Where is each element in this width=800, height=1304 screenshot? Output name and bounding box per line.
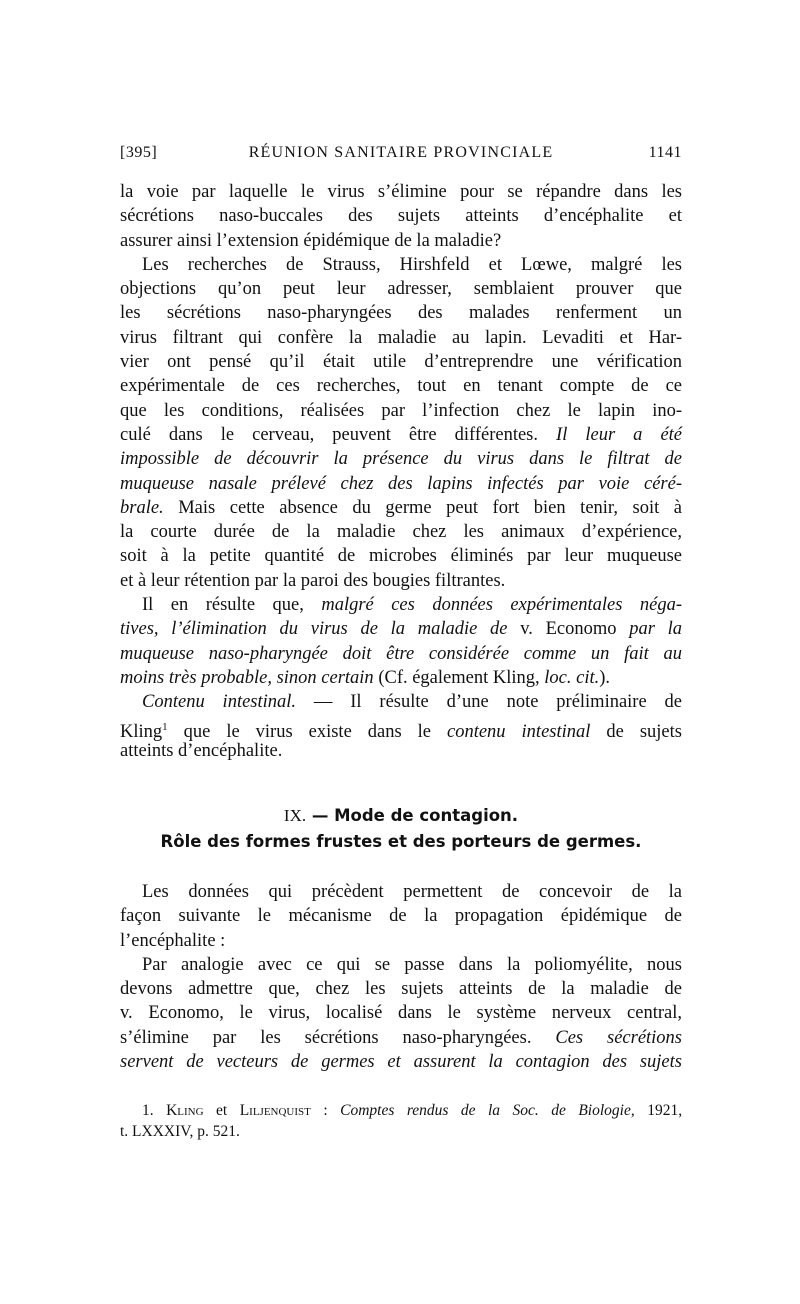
footnote-number: 1. [142,1102,154,1119]
text-line: Les recherches de Strauss, Hirshfeld et Lœwe, malgré les [142,254,682,275]
page-reference: [395] [120,144,158,161]
text-line [120,690,682,714]
footnote-author: Liljenquist [239,1102,311,1119]
text-span: (Cf. également Kling, [378,667,540,688]
text-span: s’élimine par les sécrétions naso-pharyngées. [120,1027,532,1048]
text-line: atteints d’encéphalite. [120,740,283,761]
running-header [120,144,682,170]
text-line: les sécrétions naso-pharyngées des malades renferment un [120,303,682,324]
italic-span: malgré ces données expérimentales néga- [321,595,682,616]
section-heading [120,806,682,826]
text-span: : [323,1102,328,1119]
text-line: l’encéphalite : [120,930,226,951]
footnote-line [120,1100,682,1121]
italic-span: par la [629,619,683,640]
footnote-source: Comptes rendus de la Soc. de Biologie, [340,1102,635,1119]
text-line [120,593,682,617]
text-line [120,1050,682,1074]
footnote-author: Kling [166,1102,204,1119]
footnote-marker: 1 [162,720,168,733]
text-line [120,447,682,471]
text-line: soit à la petite quantité de microbes éliminés par leur muqueuse [120,546,682,567]
italic-span: muqueuse nasale prélevé chez des lapins infectés par voie céré- [120,473,682,494]
footnote-year: 1921, [647,1102,683,1119]
main-text-continued [120,880,682,1074]
italic-span: Il leur a été [556,424,683,445]
text-line [120,496,682,520]
italic-span: brale. [120,497,164,518]
italic-span: impossible de découvrir la présence du virus dans le filtrat de [120,449,682,470]
text-line: vier ont pensé qu’il était utile d’entreprendre une vérification [120,352,682,373]
italic-span: loc. cit. [544,667,600,688]
text-span: — Il résulte d’une note préliminaire de [313,692,683,713]
section-subtitle: Rôle des formes frustes et des porteurs de germes. [160,832,642,851]
italic-span: moins très probable, sinon certain [120,667,374,688]
footnote-line: t. LXXXIV, p. 521. [120,1123,240,1140]
section-title: — Mode de contagion. [311,806,519,825]
text-line: assurer ainsi l’extension épidémique de la maladie? [120,230,502,251]
text-line [120,1026,682,1050]
text-line: v. Economo, le virus, localisé dans le système nerveux central, [120,1003,682,1024]
text-line: et à leur rétention par la paroi des bougies filtrantes. [120,570,506,591]
italic-span: tives, l’élimination du virus de la maladie de [120,619,508,640]
text-line: façon suivante le mécanisme de la propagation épidémique de [120,906,682,927]
italic-span: Contenu intestinal. [142,692,297,713]
text-line [120,642,682,666]
text-line: objections qu’on peut leur adresser, semblaient prouver que [120,279,682,300]
footnote [120,1100,682,1142]
text-line: virus filtrant qui confère la maladie au lapin. Levaditi et Har- [120,327,682,348]
text-line: que les conditions, réalisées par l’infection chez le lapin ino- [120,400,682,421]
italic-span: contenu intestinal [447,721,591,742]
text-line: expérimentale de ces recherches, tout en tenant compte de ce [120,376,682,397]
text-span: Il en résulte que, [142,595,304,616]
text-span: et [216,1102,228,1119]
text-span: Kling [120,721,163,742]
running-title: RÉUNION SANITAIRE PROVINCIALE [248,144,554,161]
italic-span: servent de vecteurs de germes et assurent la contagion des sujets [120,1052,682,1073]
text-line [120,423,682,447]
text-line: sécrétions naso-buccales des sujets atteints d’encéphalite et [120,206,682,227]
text-line [120,715,682,742]
text-span: de sujets [606,721,682,742]
text-line: Par analogie avec ce qui se passe dans la poliomyélite, nous [142,954,682,975]
text-line [120,666,682,690]
italic-span: muqueuse naso-pharyngée doit être considérée comme un fait au [120,643,682,664]
text-line: devons admettre que, chez les sujets atteints de la maladie de [120,979,682,1000]
section-numeral: IX. [283,806,307,825]
text-line: la voie par laquelle le virus s’élimine pour se répandre dans les [120,182,682,202]
text-span: v. Economo [520,619,617,640]
text-line [120,472,682,496]
page-number: 1141 [648,144,682,161]
main-text [120,180,682,763]
text-span: Mais cette absence du germe peut fort bien tenir, soit à [178,497,682,518]
text-line: la courte durée de la maladie chez les animaux d’expérience, [120,522,682,543]
text-span: culé dans le cerveau, peuvent être différentes. [120,424,538,445]
italic-span: Ces sécrétions [555,1027,683,1048]
text-line: Les données qui précèdent permettent de concevoir de la [142,882,682,902]
text-span: ). [599,667,611,688]
text-line [120,617,682,641]
text-span: que le virus existe dans le [183,721,432,742]
